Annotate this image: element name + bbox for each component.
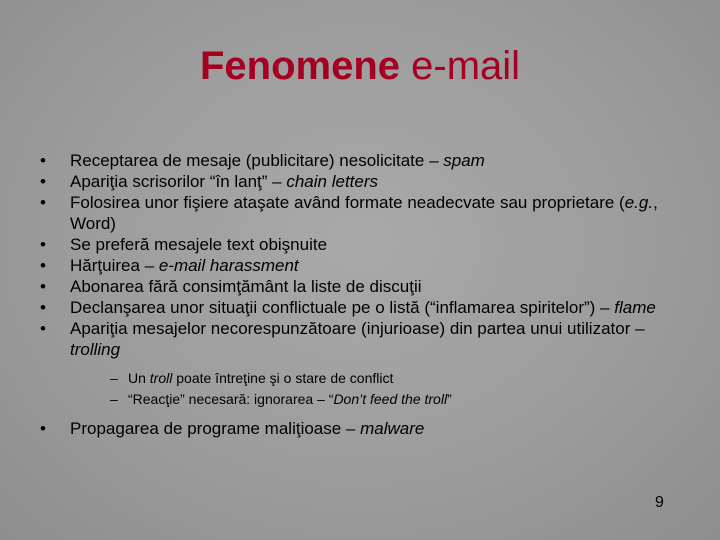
bullet-item: • Se preferă mesajele text obişnuite — [40, 235, 328, 254]
page-number: 9 — [655, 494, 664, 511]
slide-title — [0, 44, 720, 89]
sub-bullet-item: – Un troll poate întreţine şi o stare de conflict — [110, 370, 394, 386]
bullet-item: • Abonarea fără consimţământ la liste de discuţii — [40, 277, 422, 296]
bullet-item: • Propagarea de programe maliţioase – malware — [40, 419, 425, 438]
title-bold: Fenomene — [199, 44, 400, 88]
sub-bullet-list — [70, 368, 680, 410]
bullet-item: • Declanşarea unor situaţii conflictuale pe o listă (“inflamarea spiritelor”) – flame — [40, 298, 656, 317]
title-rest: e-mail — [411, 44, 521, 88]
bullet-item: • Receptarea de mesaje (publicitare) nesolicitate – spam — [40, 151, 485, 170]
bullet-item: • Apariţia scrisorilor “în lanţ” – chain letters — [40, 172, 379, 191]
bullet-item: • Apariţia mesajelor necorespunzătoare (injurioase) din partea unui utilizator – trolling – Un troll poate întreţine şi o stare de conflict – “Reacţie” necesară: ignorarea – “Don’t feed the troll” — [40, 318, 680, 410]
bullet-list — [40, 150, 680, 439]
bullet-item: • Folosirea unor fişiere ataşate având formate neadecvate sau proprietare (e.g., Word) — [40, 193, 658, 233]
sub-bullet-item: – “Reacţie” necesară: ignorarea – “Don’t feed the troll” — [110, 391, 452, 407]
slide-content — [40, 150, 680, 439]
bullet-item: • Hărţuirea – e-mail harassment — [40, 256, 299, 275]
